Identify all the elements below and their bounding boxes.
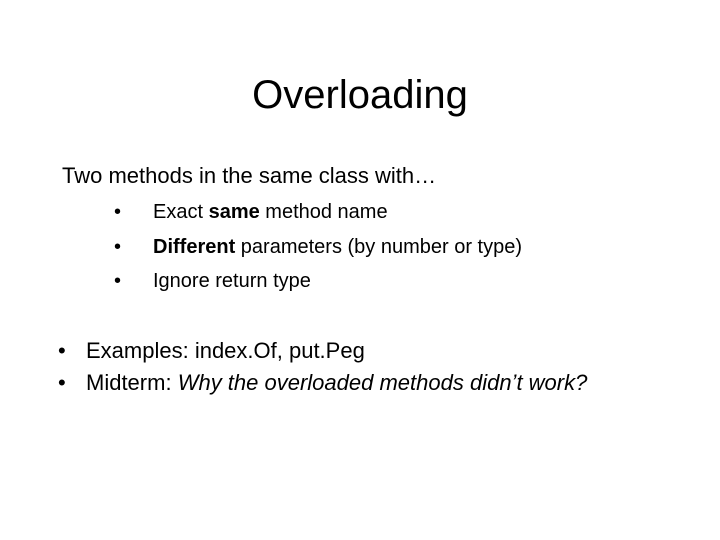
main-item-text: Midterm: xyxy=(86,370,178,395)
sub-item-emphasis: same xyxy=(208,201,260,223)
main-bullet-list xyxy=(58,335,658,399)
bullet-icon: • xyxy=(114,235,122,258)
sub-item-text: parameters (by number or type) xyxy=(235,235,523,258)
sub-bullet-item xyxy=(112,267,522,302)
sub-item-text: Ignore return type xyxy=(153,270,311,292)
sub-item-text: Exact xyxy=(153,201,209,223)
main-item-emphasis: Why the overloaded methods didn’t work? xyxy=(177,370,588,395)
bullet-icon: • xyxy=(114,270,122,292)
sub-item-emphasis: Different xyxy=(153,235,236,258)
bullet-icon: • xyxy=(58,370,66,395)
slide-title: Overloading xyxy=(252,73,468,117)
bullet-icon: • xyxy=(114,201,122,223)
main-bullet-item xyxy=(58,367,658,399)
sub-item-text: method name xyxy=(259,201,388,223)
sub-bullet-list xyxy=(112,198,522,302)
main-item-text: Examples: index.Of, put.Peg xyxy=(86,338,365,363)
sub-bullet-item xyxy=(112,198,522,233)
sub-bullet-item xyxy=(112,233,522,268)
intro-text: Two methods in the same class with… xyxy=(62,163,437,188)
main-bullet-item xyxy=(58,335,658,367)
bullet-icon: • xyxy=(58,338,66,363)
